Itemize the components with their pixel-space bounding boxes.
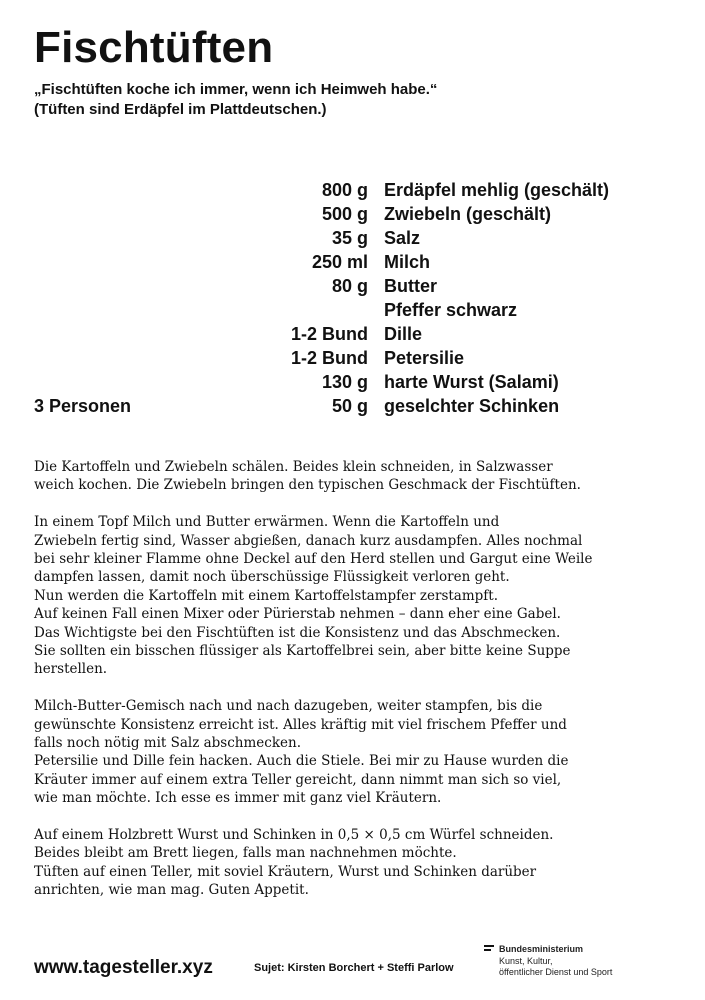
servings-label: 3 Personen [34,396,132,416]
ministry-flag-icon [484,945,494,954]
instruction-line: wie man möchte. Ich esse es immer mit ganz viel Kräutern. [34,790,442,807]
ingredient-amount: 500 g [321,204,368,224]
ingredient-amount: 80 g [331,276,368,296]
ingredient-name: Zwiebeln (geschält) [384,204,552,224]
instruction-paragraph [34,513,674,679]
website-link[interactable]: www.tagesteller.xyz [34,957,213,978]
instruction-line: falls noch nötig mit Salz abschmecken. [34,735,302,752]
ingredient-row [0,250,705,274]
ingredient-amount: 1-2 Bund [290,348,368,368]
ingredient-row [0,274,705,298]
ministry-name: Bundesministerium [499,944,584,954]
recipe-quote [34,80,674,120]
instruction-line: bei sehr kleiner Flamme ohne Deckel auf den Herd stellen und Gargut eine Weile [34,551,593,568]
instruction-line: Die Kartoffeln und Zwiebeln schälen. Beides klein schneiden, in Salzwasser [34,459,553,475]
ingredient-amount: 1-2 Bund [290,324,368,344]
instruction-line: Auf einem Holzbrett Wurst und Schinken in 0,5 × 0,5 cm Würfel schneiden. [34,827,554,844]
instruction-paragraph [34,458,674,495]
ingredient-row [0,370,705,394]
ingredient-name: Erdäpfel mehlig (geschält) [384,180,610,200]
instruction-line: herstellen. [34,661,108,678]
ingredient-row [0,178,705,202]
ingredient-name: Pfeffer schwarz [384,300,518,320]
ingredient-name: Dille [384,324,423,344]
recipe-title: Fischtüften [34,23,274,72]
ingredient-amount: 35 g [331,228,368,248]
instruction-line: anrichten, wie man mag. Guten Appetit. [34,882,309,899]
ingredient-row [0,322,705,346]
ingredient-amount: 800 g [321,180,368,200]
ingredient-name: harte Wurst (Salami) [384,372,559,392]
ingredient-row [0,298,705,322]
credit-text: Sujet: Kirsten Borchert + Steffi Parlow [254,962,454,974]
ingredient-amount: 50 g [331,396,368,416]
instruction-line: gewünschte Konsistenz erreicht ist. Alles kräftig mit viel frischem Pfeffer und [34,716,567,733]
instruction-line: Beides bleibt am Brett liegen, falls man nachnehmen möchte. [34,845,457,862]
ingredient-name: geselchter Schinken [384,396,560,416]
ingredient-name: Salz [384,228,421,248]
ministry-subtitle-line: öffentlicher Dienst und Sport [499,967,613,977]
ingredient-name: Milch [384,252,431,272]
ingredient-name: Petersilie [384,348,465,368]
instruction-line: Auf keinen Fall einen Mixer oder Pürierstab nehmen – dann eher eine Gabel. [34,606,561,623]
instruction-line: Milch-Butter-Gemisch nach und nach dazugeben, weiter stampfen, bis die [34,698,543,715]
ingredient-row [0,346,705,370]
instruction-line: Sie sollten ein bisschen flüssiger als Kartoffelbrei sein, aber bitte keine Suppe [34,643,571,660]
instruction-line: Tüften auf einen Teller, mit soviel Kräutern, Wurst und Schinken darüber [34,863,537,880]
instruction-paragraph [34,826,674,900]
ministry-subtitle [499,956,612,978]
instruction-line: dampfen lassen, damit noch überschüssige Flüssigkeit verloren geht. [34,569,510,586]
instruction-line: Das Wichtigste bei den Fischtüften ist die Konsistenz und das Abschmecken. [34,624,561,641]
ministry-subtitle-line: Kunst, Kultur, [499,956,553,966]
quote-line: „Fischtüften koche ich immer, wenn ich Heimweh habe.“ [34,81,438,98]
instruction-line: Zwiebeln fertig sind, Wasser abgießen, danach kurz ausdampfen. Alles nochmal [34,532,583,549]
instruction-line: In einem Topf Milch und Butter erwärmen. Wenn die Kartoffeln und [34,514,500,531]
instruction-line: Petersilie und Dille fein hacken. Auch die Stiele. Bei mir zu Hause wurden die [34,753,569,770]
ingredient-row [0,226,705,250]
recipe-instructions [34,458,674,918]
ingredient-amount: 250 ml [311,252,368,272]
ingredient-amount: 130 g [321,372,368,392]
ingredient-row [0,202,705,226]
instruction-line: Nun werden die Kartoffeln mit einem Kartoffelstampfer zerstampft. [34,587,499,604]
instruction-line: Kräuter immer auf einem extra Teller gereicht, dann nimmt man sich so viel, [34,771,562,788]
ingredient-name: Butter [384,276,437,296]
instruction-paragraph [34,697,674,807]
quote-line: (Tüften sind Erdäpfel im Plattdeutschen.) [34,101,327,118]
instruction-line: weich kochen. Die Zwiebeln bringen den typischen Geschmack der Fischtüften. [34,477,581,494]
ingredient-list [0,178,705,418]
